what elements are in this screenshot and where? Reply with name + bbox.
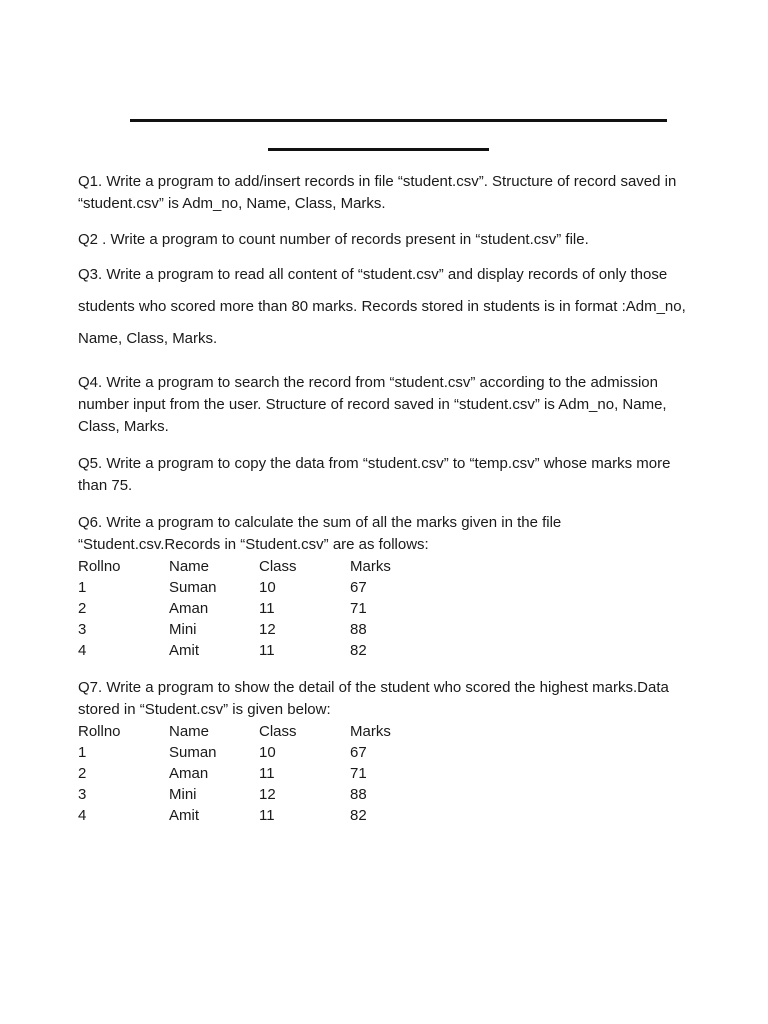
table-row — [78, 577, 430, 598]
cell-marks: 82 — [350, 642, 367, 659]
worksheet-content — [78, 171, 690, 842]
cell-rollno: 4 — [78, 642, 87, 659]
table-header-row — [78, 556, 430, 577]
cell-name: Amit — [169, 807, 199, 824]
cell-class: 11 — [259, 807, 275, 824]
cell-marks: 88 — [350, 621, 367, 638]
header-name: Name — [169, 723, 210, 740]
question-1: Q1. Write a program to add/insert records in file “student.csv”. Structure of record saved in “student.csv” is Adm_no, Name, Class, Marks. — [78, 173, 677, 212]
question-6: Q6. Write a program to calculate the sum of all the marks given in the file “Student.csv.Records in “Student.csv” are as follows: — [78, 514, 562, 553]
cell-class: 11 — [259, 765, 275, 782]
question-5: Q5. Write a program to copy the data from “student.csv” to “temp.csv” whose marks more than 75. — [78, 455, 671, 494]
title-rule-short — [268, 148, 489, 151]
cell-marks: 67 — [350, 744, 367, 761]
records-table-q6 — [78, 556, 430, 661]
cell-marks: 71 — [350, 600, 367, 617]
table-row — [78, 640, 430, 661]
cell-rollno: 2 — [78, 765, 87, 782]
cell-rollno: 2 — [78, 600, 87, 617]
table-header-row — [78, 721, 430, 742]
table-row — [78, 598, 430, 619]
cell-rollno: 1 — [78, 744, 87, 761]
cell-name: Mini — [169, 786, 197, 803]
cell-rollno: 4 — [78, 807, 87, 824]
table-row — [78, 763, 430, 784]
records-table-q7 — [78, 721, 430, 826]
cell-name: Aman — [169, 765, 209, 782]
cell-name: Suman — [169, 579, 217, 596]
table-row — [78, 619, 430, 640]
cell-class: 11 — [259, 642, 275, 659]
question-2: Q2 . Write a program to count number of records present in “student.csv” file. — [78, 231, 589, 248]
header-marks: Marks — [350, 558, 391, 575]
cell-marks: 88 — [350, 786, 367, 803]
cell-rollno: 3 — [78, 786, 87, 803]
cell-name: Aman — [169, 600, 209, 617]
cell-name: Suman — [169, 744, 217, 761]
cell-marks: 82 — [350, 807, 367, 824]
cell-rollno: 3 — [78, 621, 87, 638]
header-name: Name — [169, 558, 210, 575]
table-row — [78, 784, 430, 805]
title-rule-long — [130, 119, 667, 122]
header-marks: Marks — [350, 723, 391, 740]
cell-name: Amit — [169, 642, 199, 659]
question-3: Q3. Write a program to read all content of “student.csv” and display records of only those students who scored more than 80 marks. Records stored in students is in format :Adm_no, Name, Class, Marks. — [78, 266, 686, 347]
cell-class: 10 — [259, 744, 276, 761]
header-rollno: Rollno — [78, 558, 121, 575]
cell-marks: 71 — [350, 765, 367, 782]
cell-rollno: 1 — [78, 579, 87, 596]
header-rollno: Rollno — [78, 723, 121, 740]
table-row — [78, 742, 430, 763]
header-class: Class — [259, 558, 297, 575]
cell-marks: 67 — [350, 579, 367, 596]
cell-class: 10 — [259, 579, 276, 596]
cell-class: 12 — [259, 786, 276, 803]
cell-class: 11 — [259, 600, 275, 617]
cell-class: 12 — [259, 621, 276, 638]
question-7: Q7. Write a program to show the detail of the student who scored the highest marks.Data stored in “Student.csv” is given below: — [78, 679, 669, 718]
cell-name: Mini — [169, 621, 197, 638]
question-4: Q4. Write a program to search the record from “student.csv” according to the admission number input from the user. Structure of record saved in “student.csv” is Adm_no, Name, Class, Marks. — [78, 374, 667, 435]
table-row — [78, 805, 430, 826]
header-class: Class — [259, 723, 297, 740]
